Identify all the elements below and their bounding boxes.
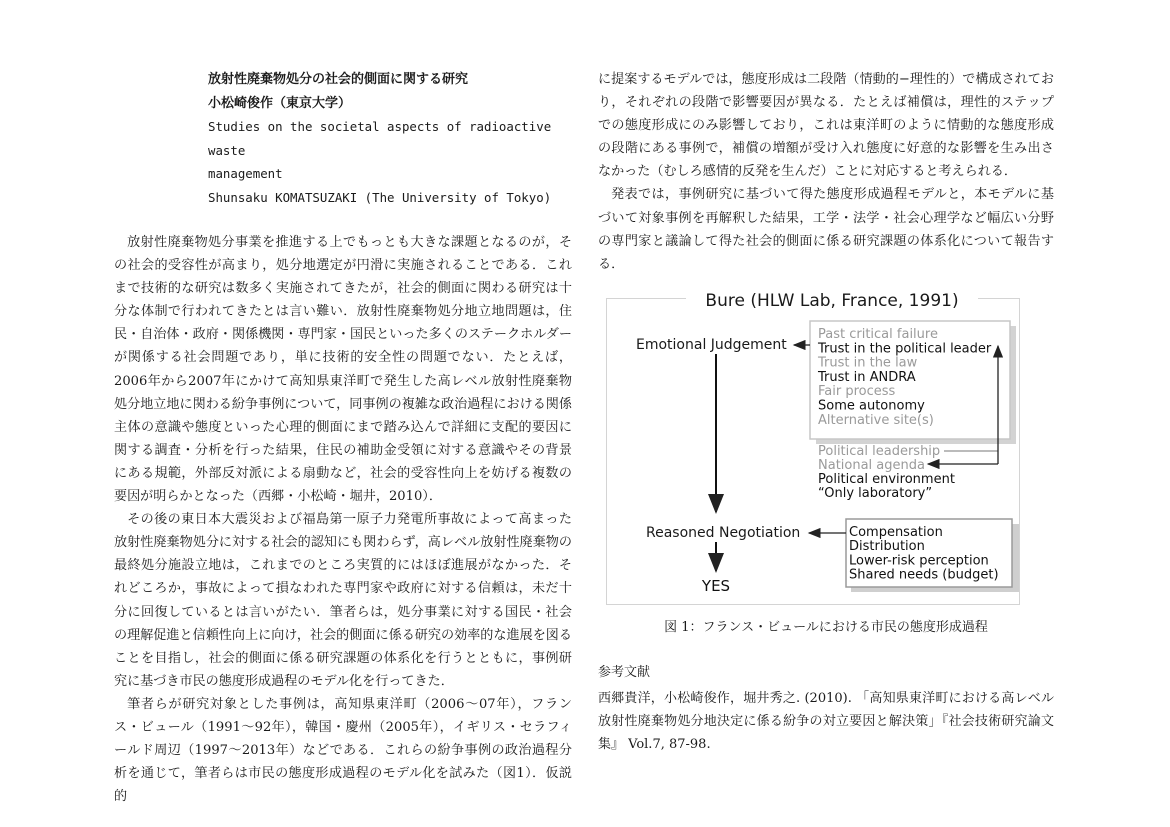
paragraph-1: 放射性廃棄物処分事業を推進する上でもっとも大きな課題となるのが，その社会的受容性が高まり，処分地選定が円滑に実施されることである．これまで技術的な研究は数多く実施されてきたが，社会的側面に関わる研究は十分な体制で行われてきたとは言い難い．放射性廃棄物処分地立地問題は，住民・自治体・政府・関係機関・専門家・国民といった多くのステークホルダーが関係する社会問題であり，単に技術的安全性の問題でない．たとえば，2006年から2007年にかけて高知県東洋町で発生した高レベル放射性廃棄物処分地立地に関わる紛争事例について，同事例の複雑な政治過程における関係主体の意識や態度といった心理的側面にまで踏み込んで詳細に支配的要因に関する調査・分析を行った結果，住民の補助金受領に対する意識やその背景にある規範，外部反対派による扇動など，社会的受容性向上を妨げる複数の要因が明らかとなった（西郷・小松崎・堀井，2010）．	[114, 235, 572, 505]
yes-label: YES	[701, 577, 731, 595]
box1-7: Alternative site(s)	[818, 412, 934, 428]
box1-2: Trust in the political leader	[818, 341, 992, 357]
middle-2: National agenda	[818, 458, 925, 473]
paragraph-5: 発表では，事例研究に基づいて得た態度形成過程モデルと，本モデルに基づいて対象事例を再解釈した結果，工学・法学・社会心理学など幅広い分野の専門家と議論して得た社会的側面に係る研究課題の体系化について報告する．	[598, 187, 1054, 272]
paper-title-jp: 放射性廃棄物処分の社会的側面に関する研究	[208, 72, 469, 87]
box1-5: Fair process	[818, 384, 896, 400]
middle-1: Political leadership	[818, 444, 941, 459]
box2-4: Shared needs (budget)	[849, 567, 999, 583]
emotional-judgement-label: Emotional Judgement	[636, 337, 787, 353]
left-column	[114, 68, 572, 808]
figure-caption: 図 1：フランス・ビュールにおける市民の態度形成過程	[664, 620, 988, 635]
middle-4: “Only laboratory”	[818, 486, 933, 501]
paragraph-2: その後の東日本大震災および福島第一原子力発電所事故によって高まった放射性廃棄物処分に対する社会的認知にも関わらず，高レベル放射性廃棄物の最終処分施設立地は，これまでのところ実質的にはほぼ進展がなかった．それどころか，事故によって損なわれた専門家や政府に対する信頼は，未だ十分に回復しているとは言いがたい．筆者らは，処分事業に対する国民・社会の理解促進と信頼性向上に向け，社会的側面に係る研究の効率的な進展を図ることを目指し，社会的側面に係る研究課題の体系化を行うとともに，事例研究に基づき市民の態度形成過程のモデル化を行ってきた．	[114, 512, 572, 689]
title-block	[208, 68, 572, 209]
box1-6: Some autonomy	[818, 398, 925, 414]
political-factor-list	[818, 444, 955, 501]
author-jp: 小松崎俊作（東京大学）	[208, 95, 352, 111]
right-column	[598, 68, 1054, 276]
paper-title-en-line2: management	[208, 166, 283, 181]
reasoned-negotiation-label: Reasoned Negotiation	[646, 525, 801, 541]
middle-3: Political environment	[818, 472, 955, 487]
references-section	[598, 662, 1054, 756]
figure-1	[606, 286, 1020, 605]
box1-4: Trust in ANDRA	[818, 369, 916, 385]
reference-item: 西郷貴洋，小松崎俊作，堀井秀之. (2010). 「高知県東洋町における高レベル放射性廃棄物処分地決定に係る紛争の対立要因と解決策」『社会技術研究論文集』 Vol.7, 87-98.	[598, 691, 1054, 752]
attitude-model-diagram	[606, 286, 1020, 605]
paragraph-4: に提案するモデルでは，態度形成は二段階（情動的−理性的）で構成されており，それぞれの段階で影響要因が異なる．たとえば補償は，理性的ステップでの態度形成にのみ影響しており，これは東洋町のように情動的な態度形成の段階にある事例で，補償の増額が受け入れ態度に好意的な影響を生み出さなかった（むしろ感情的反発を生んだ）ことに対応すると考えられる．	[598, 72, 1054, 180]
paragraph-3: 筆者らが研究対象とした事例は，高知県東洋町（2006〜07年），フランス・ビュール（1991〜92年），韓国・慶州（2005年），イギリス・セラフィールド周辺（1997〜2013年）などである．これらの紛争事例の政治過程分析を通じて，筆者らは市民の態度形成過程のモデル化を試みた（図1）．仮説的	[114, 696, 572, 805]
paper-title-en-line1: Studies on the societal aspects of radioactive waste	[208, 119, 552, 158]
box2-2: Distribution	[849, 539, 925, 555]
references-heading: 参考文献	[598, 665, 651, 680]
left-body	[114, 231, 572, 808]
box2-3: Lower-risk perception	[849, 553, 989, 569]
box2-1: Compensation	[849, 525, 943, 540]
box1-3: Trust in the law	[818, 355, 918, 371]
box1-1: Past critical failure	[818, 327, 938, 342]
figure-title: Bure (HLW Lab, France, 1991)	[705, 291, 959, 311]
author-en: Shunsaku KOMATSUZAKI (The University of Tokyo)	[208, 189, 552, 205]
